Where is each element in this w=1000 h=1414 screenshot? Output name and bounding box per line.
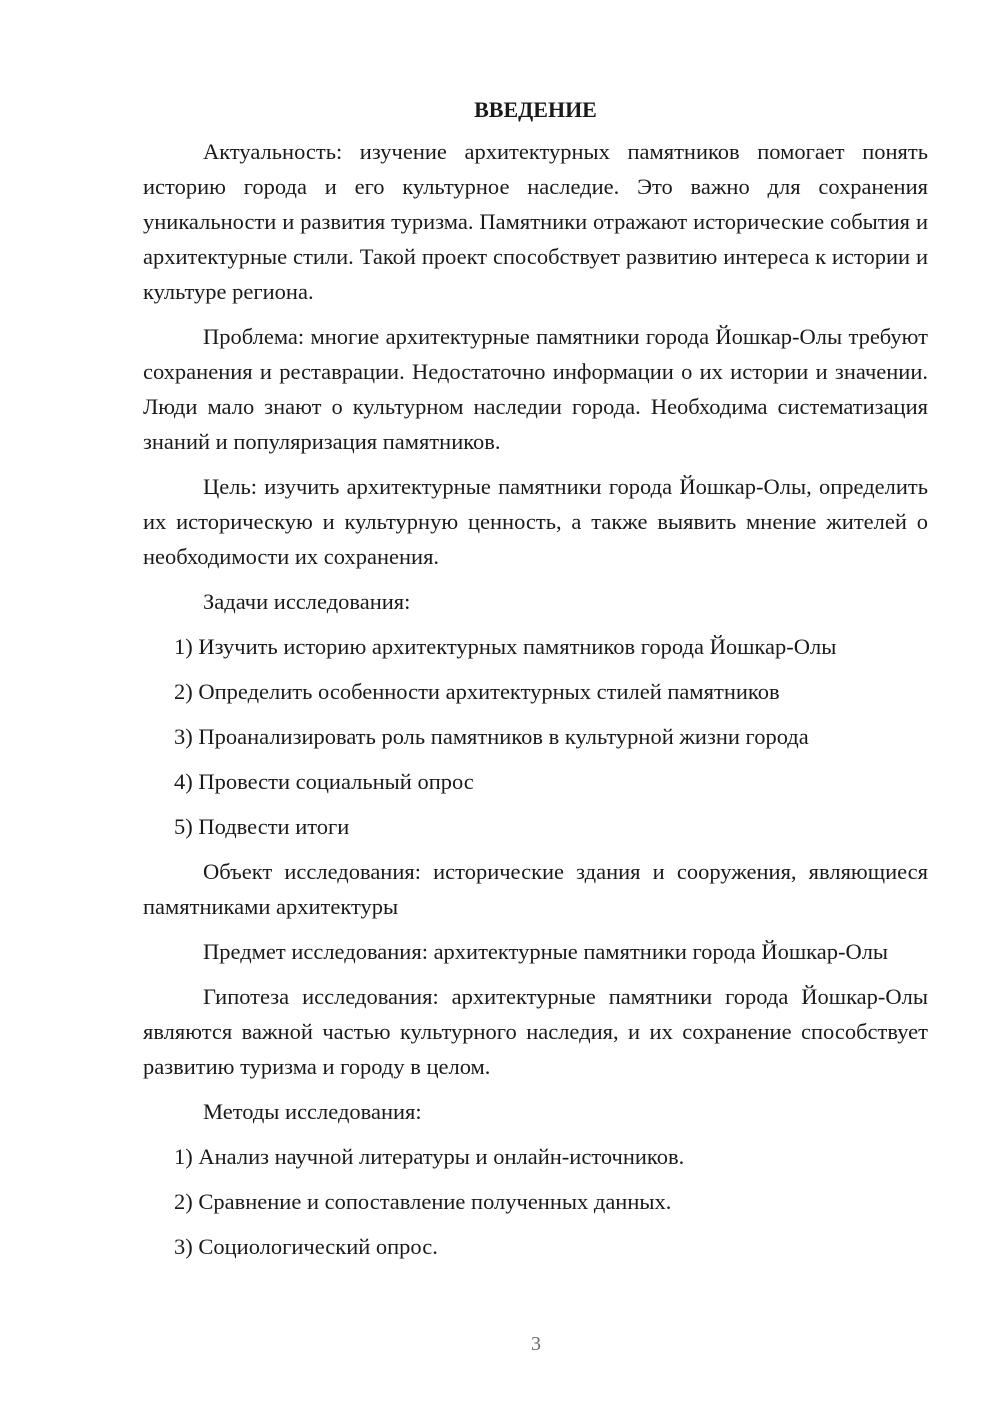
page-number: 3 bbox=[531, 1333, 541, 1355]
goal-paragraph: Цель: изучить архитектурные памятники города Йошкар-Олы, определить их историческую и культурную ценность, а также выявить мнение жителей о необходимости их сохранения. bbox=[143, 474, 928, 569]
method-item: 2) Сравнение и сопоставление полученных данных. bbox=[174, 1189, 672, 1214]
task-item: 4) Провести социальный опрос bbox=[174, 769, 474, 794]
method-item: 1) Анализ научной литературы и онлайн-источников. bbox=[174, 1144, 685, 1169]
object-paragraph: Объект исследования: исторические здания и сооружения, являющиеся памятниками архитектуры bbox=[143, 859, 928, 919]
method-item: 3) Социологический опрос. bbox=[174, 1234, 438, 1259]
task-item: 5) Подвести итоги bbox=[174, 814, 350, 839]
task-item: 2) Определить особенности архитектурных стилей памятников bbox=[174, 679, 780, 704]
relevance-paragraph: Актуальность: изучение архитектурных памятников помогает понять историю города и его культурное наследие. Это важно для сохранения уникальности и развития туризма. Памятники отражают исторические события и архитектурные стили. Такой проект способствует развитию интереса к истории и культуре региона. bbox=[143, 139, 928, 304]
subject-paragraph: Предмет исследования: архитектурные памятники города Йошкар-Олы bbox=[203, 939, 889, 964]
tasks-heading: Задачи исследования: bbox=[203, 589, 411, 614]
page-content bbox=[143, 92, 928, 1264]
task-item: 1) Изучить историю архитектурных памятников города Йошкар-Олы bbox=[174, 634, 837, 659]
page-title: ВВЕДЕНИЕ bbox=[474, 97, 597, 122]
problem-paragraph: Проблема: многие архитектурные памятники города Йошкар-Олы требуют сохранения и реставрации. Недостаточно информации о их истории и значении. Люди мало знают о культурном наследии города. Необходима систематизация знаний и популяризация памятников. bbox=[143, 324, 928, 454]
task-item: 3) Проанализировать роль памятников в культурной жизни города bbox=[174, 724, 809, 749]
hypothesis-paragraph: Гипотеза исследования: архитектурные памятники города Йошкар-Олы являются важной частью культурного наследия, и их сохранение способствует развитию туризма и городу в целом. bbox=[143, 984, 928, 1079]
methods-heading: Методы исследования: bbox=[203, 1099, 422, 1124]
